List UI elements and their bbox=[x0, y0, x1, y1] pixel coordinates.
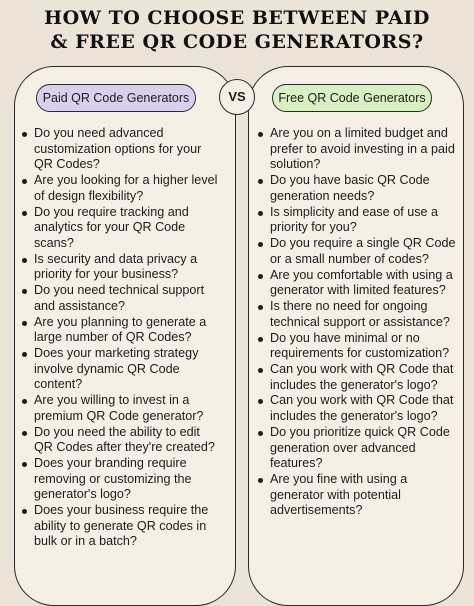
paid-question-item: Are you planning to generate a large number of QR Codes? bbox=[20, 315, 220, 346]
free-question-item: Do you prioritize quick QR Code generation over advanced features? bbox=[256, 425, 456, 472]
paid-question-item: Are you willing to invest in a premium QR Code generator? bbox=[20, 393, 220, 424]
paid-question-item: Are you looking for a higher level of design flexibility? bbox=[20, 173, 220, 204]
free-question-item: Do you have minimal or no requirements for customization? bbox=[256, 331, 456, 362]
paid-question-item: Do you need the ability to edit QR Codes after they're created? bbox=[20, 425, 220, 456]
paid-question-item: Do you require tracking and analytics for your QR Code scans? bbox=[20, 205, 220, 252]
paid-question-item: Is security and data privacy a priority for your business? bbox=[20, 252, 220, 283]
title-line-2: & FREE QR CODE GENERATORS? bbox=[50, 31, 424, 53]
paid-question-item: Does your business require the ability to generate QR codes in bulk or in a batch? bbox=[20, 503, 220, 550]
free-question-item: Do you require a single QR Code or a small number of codes? bbox=[256, 236, 456, 267]
title-line-1: HOW TO CHOOSE BETWEEN PAID bbox=[44, 7, 430, 29]
free-question-item: Are you comfortable with using a generator with limited features? bbox=[256, 268, 456, 299]
paid-question-item: Do you need advanced customization options for your QR Codes? bbox=[20, 126, 220, 173]
vs-badge: VS bbox=[219, 79, 255, 115]
free-question-item: Can you work with QR Code that includes the generator's logo? bbox=[256, 362, 456, 393]
page-title bbox=[0, 6, 474, 54]
paid-question-item: Do you need technical support and assistance? bbox=[20, 283, 220, 314]
free-question-list bbox=[256, 126, 456, 519]
free-question-item: Can you work with QR Code that includes the generator's logo? bbox=[256, 393, 456, 424]
free-question-item: Are you on a limited budget and prefer to avoid investing in a paid solution? bbox=[256, 126, 456, 173]
paid-question-item: Does your marketing strategy involve dynamic QR Code content? bbox=[20, 346, 220, 393]
paid-question-list bbox=[20, 126, 220, 550]
free-question-item: Do you have basic QR Code generation needs? bbox=[256, 173, 456, 204]
paid-generators-label: Paid QR Code Generators bbox=[36, 84, 196, 112]
free-question-item: Are you fine with using a generator with potential advertisements? bbox=[256, 472, 456, 519]
free-question-item: Is simplicity and ease of use a priority for you? bbox=[256, 205, 456, 236]
free-question-item: Is there no need for ongoing technical support or assistance? bbox=[256, 299, 456, 330]
free-generators-label: Free QR Code Generators bbox=[272, 84, 432, 112]
paid-question-item: Does your branding require removing or customizing the generator's logo? bbox=[20, 456, 220, 503]
